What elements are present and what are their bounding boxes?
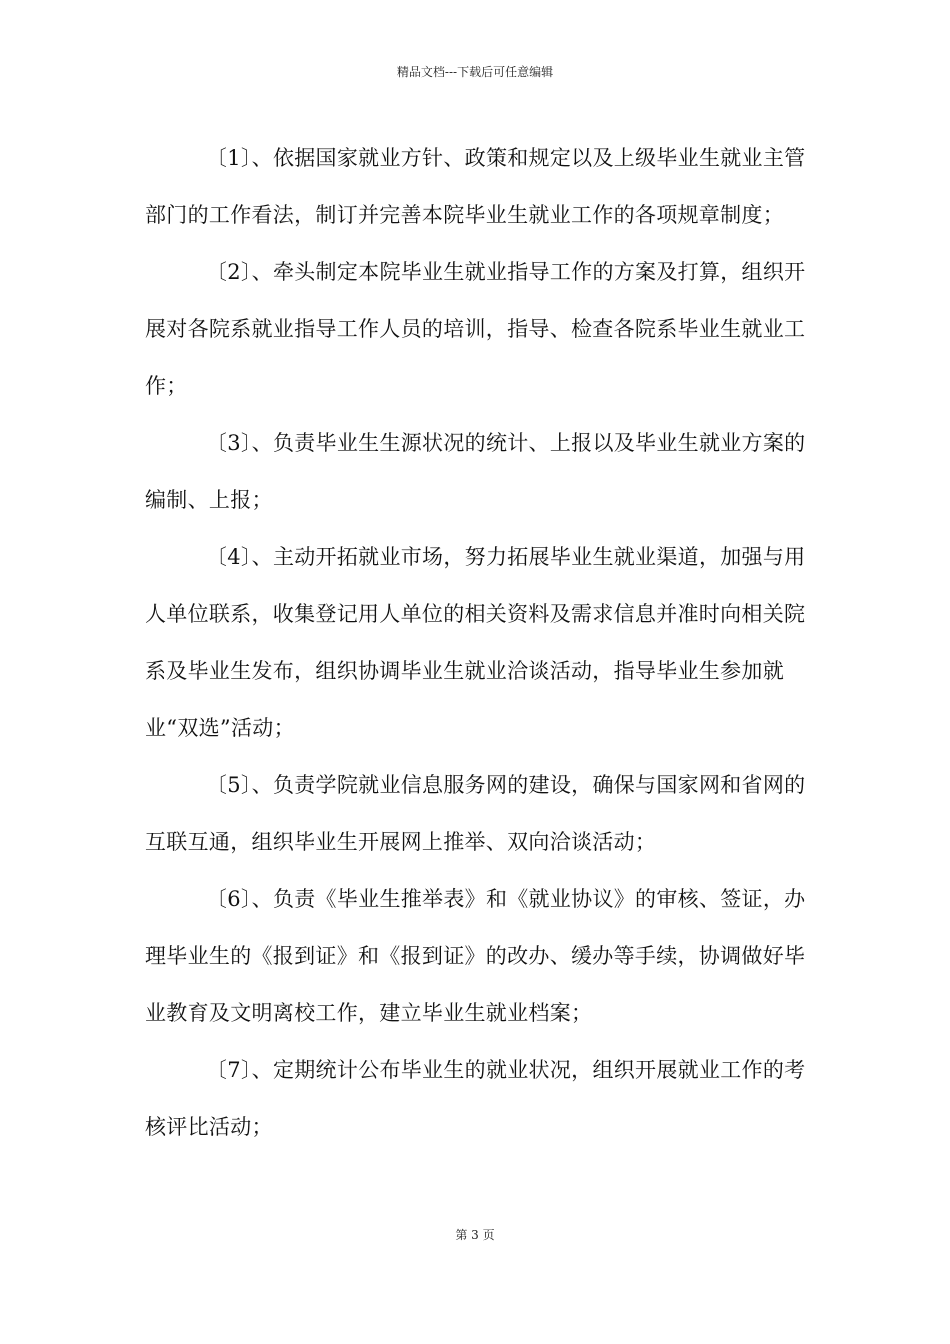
body-content [145, 130, 820, 1156]
paragraph-item-4: 〔4〕、主动开拓就业市场，努力拓展毕业生就业渠道，加强与用人单位联系，收集登记用人单位的相关资料及需求信息并准时向相关院系及毕业生发布，组织协调毕业生就业洽谈活动，指导毕业生参加就业“双选”活动； [145, 545, 806, 740]
paragraph-item-6: 〔6〕、负责《毕业生推举表》和《就业协议》的审核、签证，办理毕业生的《报到证》和《报到证》的改办、缓办等手续，协调做好毕业教育及文明离校工作，建立毕业生就业档案； [145, 887, 806, 1025]
paragraph-item-1: 〔1〕、依据国家就业方针、政策和规定以及上级毕业生就业主管部门的工作看法，制订并完善本院毕业生就业工作的各项规章制度； [145, 146, 806, 227]
page-header: 精品文档---下载后可任意编辑 [396, 65, 554, 79]
paragraph-item-2: 〔2〕、牵头制定本院毕业生就业指导工作的方案及打算，组织开展对各院系就业指导工作人员的培训，指导、检查各院系毕业生就业工作； [145, 260, 806, 398]
paragraph-item-7: 〔7〕、定期统计公布毕业生的就业状况，组织开展就业工作的考核评比活动； [145, 1058, 806, 1139]
paragraph-item-3: 〔3〕、负责毕业生生源状况的统计、上报以及毕业生就业方案的编制、上报； [145, 431, 806, 512]
paragraph-item-5: 〔5〕、负责学院就业信息服务网的建设，确保与国家网和省网的互联互通，组织毕业生开展网上推举、双向洽谈活动； [145, 773, 806, 854]
page-number: 第 3 页 [455, 1228, 495, 1242]
